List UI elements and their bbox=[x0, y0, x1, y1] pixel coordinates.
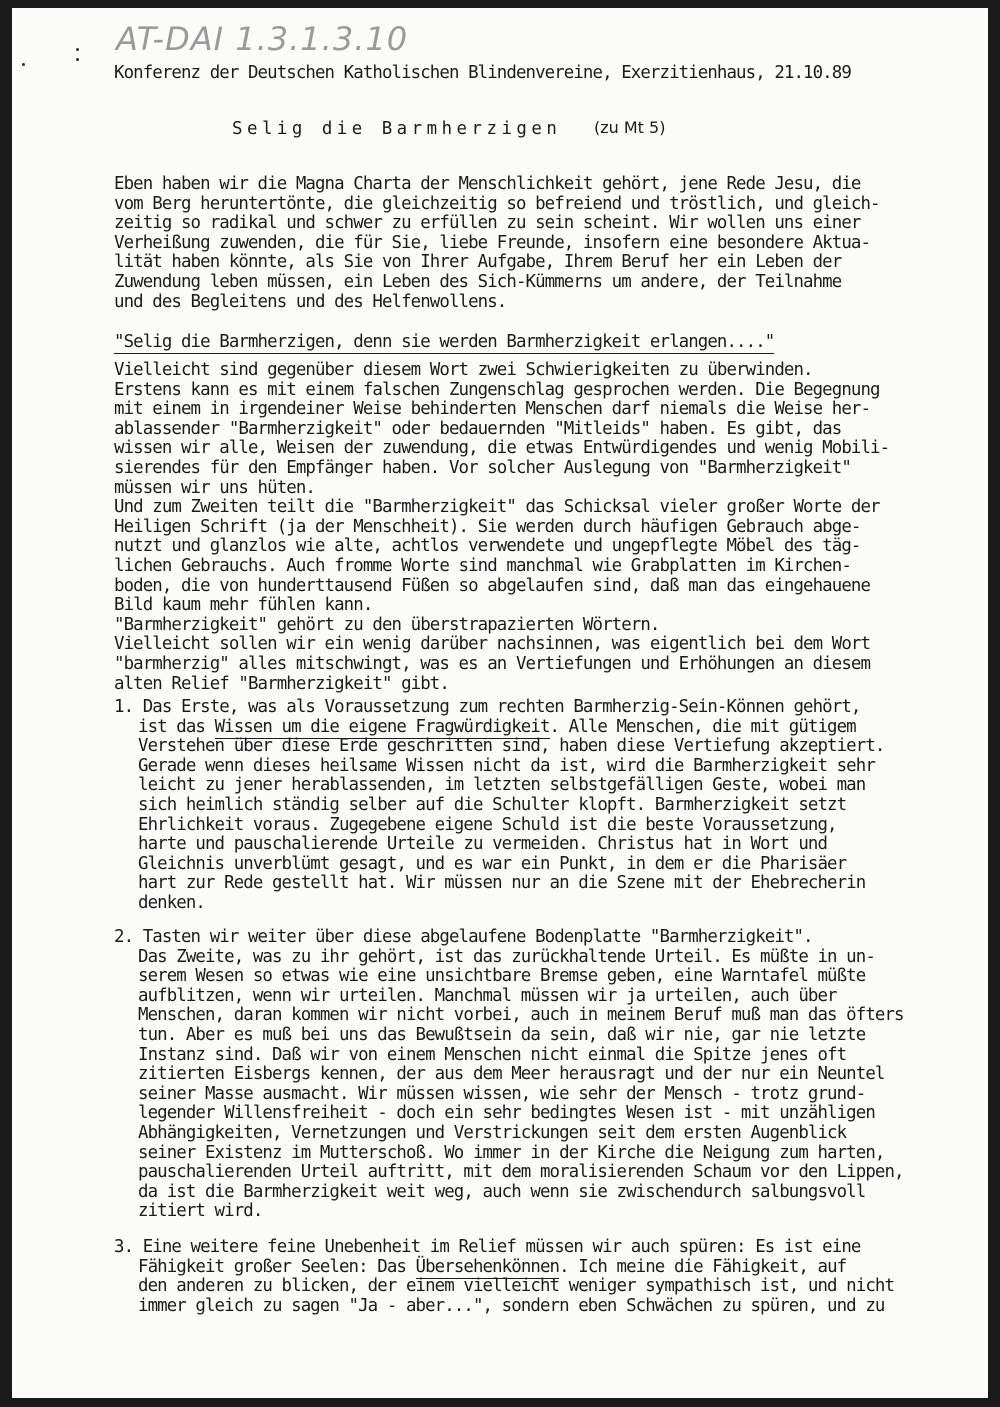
body-line: mit einem in irgendeiner Weise behinderten Menschen darf niemals die Weise her- bbox=[114, 399, 871, 420]
point-2-line: serem Wesen so etwas wie eine unsichtbare Bremse geben, eine Warntafel müßte bbox=[138, 966, 866, 987]
point-3-line: immer gleich zu sagen "Ja - aber...", sondern eben Schwächen zu spüren, und zu bbox=[138, 1295, 885, 1316]
point-2-line: seiner Existenz im Mutterschoß. Wo immer in der Kirche die Neigung zum harten, bbox=[138, 1142, 885, 1163]
point-1-line: denken. bbox=[138, 893, 205, 913]
point-2-line: legender Willensfreiheit - doch ein sehr bedingtes Wesen ist - mit unzähligen bbox=[138, 1103, 875, 1124]
intro-line: Eben haben wir die Magna Charta der Menschlichkeit gehört, jene Rede Jesu, die bbox=[114, 174, 861, 194]
intro-line: lität haben könnte, als Sie von Ihrer Aufgabe, Ihrem Beruf her ein Leben der bbox=[114, 252, 842, 273]
text-run: Fähigkeit großer Seelen: Das bbox=[138, 1256, 416, 1277]
body-line: Heiligen Schrift (ja der Menschheit). Sie werden durch häufigen Gebrauch abge- bbox=[114, 516, 861, 537]
point-2-line: seiner Masse ausmacht. Wir müssen wissen, wie sehr der Mensch - trotz grund- bbox=[138, 1083, 866, 1104]
speck bbox=[76, 48, 79, 51]
point-1-line: sich heimlich ständig selber auf die Schulter klopft. Barmherzigkeit setzt bbox=[138, 795, 847, 815]
body-line: "Barmherzigkeit" gehört zu den überstrapazierten Wörtern. bbox=[114, 614, 660, 635]
body-line: Bild kaum mehr fühlen kann. bbox=[114, 595, 373, 616]
document-page bbox=[12, 8, 988, 1398]
point-2-line: Das Zweite, was zu ihr gehört, ist das zurückhaltende Urteil. Es müßte in un- bbox=[138, 946, 875, 967]
point-1-line: Ehrlichkeit voraus. Zugegebene eigene Schuld ist die beste Voraussetzung, bbox=[138, 814, 837, 835]
body-line: sierendes für den Empfänger haben. Vor solcher Auslegung von "Barmherzigkeit" bbox=[114, 458, 851, 478]
document-title: Selig die Barmherzigen bbox=[232, 119, 562, 139]
body-line: nutzt und glanzlos wie alte, achtlos verwendete und ungepflegte Möbel des täg- bbox=[114, 536, 861, 557]
intro-line: vom Berg heruntertönte, die gleichzeitig so befreiend und tröstlich, und gleich- bbox=[114, 193, 880, 214]
point-1-line bbox=[138, 717, 856, 737]
point-3-line: den anderen zu blicken, der einem vielleicht weniger sympathisch ist, und nicht bbox=[138, 1276, 895, 1297]
quote-line: "Selig die Barmherzigen, denn sie werden Barmherzigkeit erlangen...." bbox=[114, 332, 775, 352]
title-note: (zu Mt 5) bbox=[594, 118, 666, 137]
body-line: boden, die von hunderttausend Füßen so abgelaufen sind, daß man das eingehauene bbox=[114, 575, 871, 596]
intro-line: Zuwendung leben müssen, ein Leben des Sich-Kümmerns um andere, der Teilnahme bbox=[114, 272, 842, 292]
point-2-line: tun. Aber es muß bei uns das Bewußtsein da sein, daß wir nie, gar nie letzte bbox=[138, 1025, 866, 1045]
speck bbox=[22, 63, 25, 66]
point-2-line: Abhängigkeiten, Vernetzungen und Verstrickungen seit dem ersten Augenblick bbox=[138, 1123, 847, 1143]
body-line: Erstens kann es mit einem falschen Zungenschlag gesprochen werden. Die Begegnung bbox=[114, 379, 880, 400]
intro-line: zeitig so radikal und schwer zu erfüllen zu sein scheint. Wir wollen uns einer bbox=[114, 213, 861, 234]
point-2-line: 2. Tasten wir weiter über diese abgelaufene Bodenplatte "Barmherzigkeit". bbox=[114, 927, 813, 947]
point-3-line bbox=[138, 1257, 846, 1277]
body-line: ablassender "Barmherzigkeit" oder bedauernden "Mitleids" haben. Es gibt, das bbox=[114, 418, 842, 439]
text-run: . Alle Menschen, die mit gütigem bbox=[549, 716, 856, 737]
point-1-line: Gerade wenn dieses heilsame Wissen nicht da ist, wird die Barmherzigkeit sehr bbox=[138, 755, 875, 776]
body-line: wissen wir alle, Weisen der zuwendung, die etwas Entwürdigendes und wenig Mobili- bbox=[114, 438, 890, 459]
point-2-line: zitiert wird. bbox=[138, 1201, 263, 1222]
intro-line: und des Begleitens und des Helfenwollens. bbox=[114, 291, 507, 312]
text-run: ist das bbox=[138, 716, 215, 737]
underlined-phrase: Wissen um die eigene Fragwürdigkeit bbox=[214, 716, 550, 737]
point-1-line: 1. Das Erste, was als Voraussetzung zum rechten Barmherzig-Sein-Können gehört, bbox=[114, 697, 861, 717]
document-header: Konferenz der Deutschen Katholischen Blindenvereine, Exerzitienhaus, 21.10.89 bbox=[114, 63, 851, 83]
point-2-line: Instanz sind. Daß wir von einem Menschen nicht einmal die Spitze jenes oft bbox=[138, 1044, 847, 1065]
body-line: alten Relief "Barmherzigkeit" gibt. bbox=[114, 673, 449, 694]
speck bbox=[76, 58, 79, 61]
point-1-line: leicht zu jener herablassenden, im letzten selbstgefälligen Geste, wobei man bbox=[138, 775, 866, 796]
underlined-phrase: Übersehenkönnen bbox=[415, 1256, 560, 1277]
point-2-line: Menschen, daran kommen wir nicht vorbei, auch in meinem Beruf muß man das öfters bbox=[138, 1005, 904, 1026]
body-line: Vielleicht sind gegenüber diesem Wort zwei Schwierigkeiten zu überwinden. bbox=[114, 360, 813, 380]
body-line: Und zum Zweiten teilt die "Barmherzigkeit" das Schicksal vieler großer Worte der bbox=[114, 497, 880, 518]
point-2-line: pauschalierenden Urteil auftritt, mit dem moralisierenden Schaum vor den Lippen, bbox=[138, 1162, 904, 1183]
point-3-line: 3. Eine weitere feine Unebenheit im Relief müssen wir auch spüren: Es ist eine bbox=[114, 1237, 861, 1257]
intro-line: Verheißung zuwenden, die für Sie, liebe Freunde, insofern eine besondere Aktua- bbox=[114, 232, 871, 253]
body-line: Vielleicht sollen wir ein wenig darüber nachsinnen, was eigentlich bei dem Wort bbox=[114, 634, 871, 655]
point-2-line: aufblitzen, wenn wir urteilen. Manchmal müssen wir ja urteilen, auch über bbox=[138, 985, 837, 1006]
point-1-line: harte und pauschalierende Urteile zu vermeiden. Christus hat in Wort und bbox=[138, 834, 828, 855]
body-line: lichen Gebrauchs. Auch fromme Worte sind manchmal wie Grabplatten im Kirchen- bbox=[114, 556, 851, 576]
point-1-line: hart zur Rede gestellt hat. Wir müssen nur an die Szene mit der Ehebrecherin bbox=[138, 873, 866, 894]
point-2-line: da ist die Barmherzigkeit weit weg, auch wenn sie zwischendurch salbungsvoll bbox=[138, 1181, 866, 1202]
body-line: müssen wir uns hüten. bbox=[114, 477, 315, 498]
point-1-line: Gleichnis unverblümt gesagt, und es war ein Punkt, in dem er die Pharisäer bbox=[138, 853, 847, 874]
point-1-line: Verstehen über diese Erde geschritten sind, haben diese Vertiefung akzeptiert. bbox=[138, 736, 885, 757]
text-run: . Ich meine die Fähigkeit, auf bbox=[559, 1256, 847, 1277]
point-2-line: zitierten Eisbergs kennen, der aus dem Meer herausragt und der nur ein Neuntel bbox=[138, 1064, 885, 1085]
body-line: "barmherzig" alles mitschwingt, was es an Vertiefungen und Erhöhungen an diesem bbox=[114, 654, 871, 674]
archive-signature: AT-DAI 1.3.1.3.10 bbox=[116, 20, 409, 58]
